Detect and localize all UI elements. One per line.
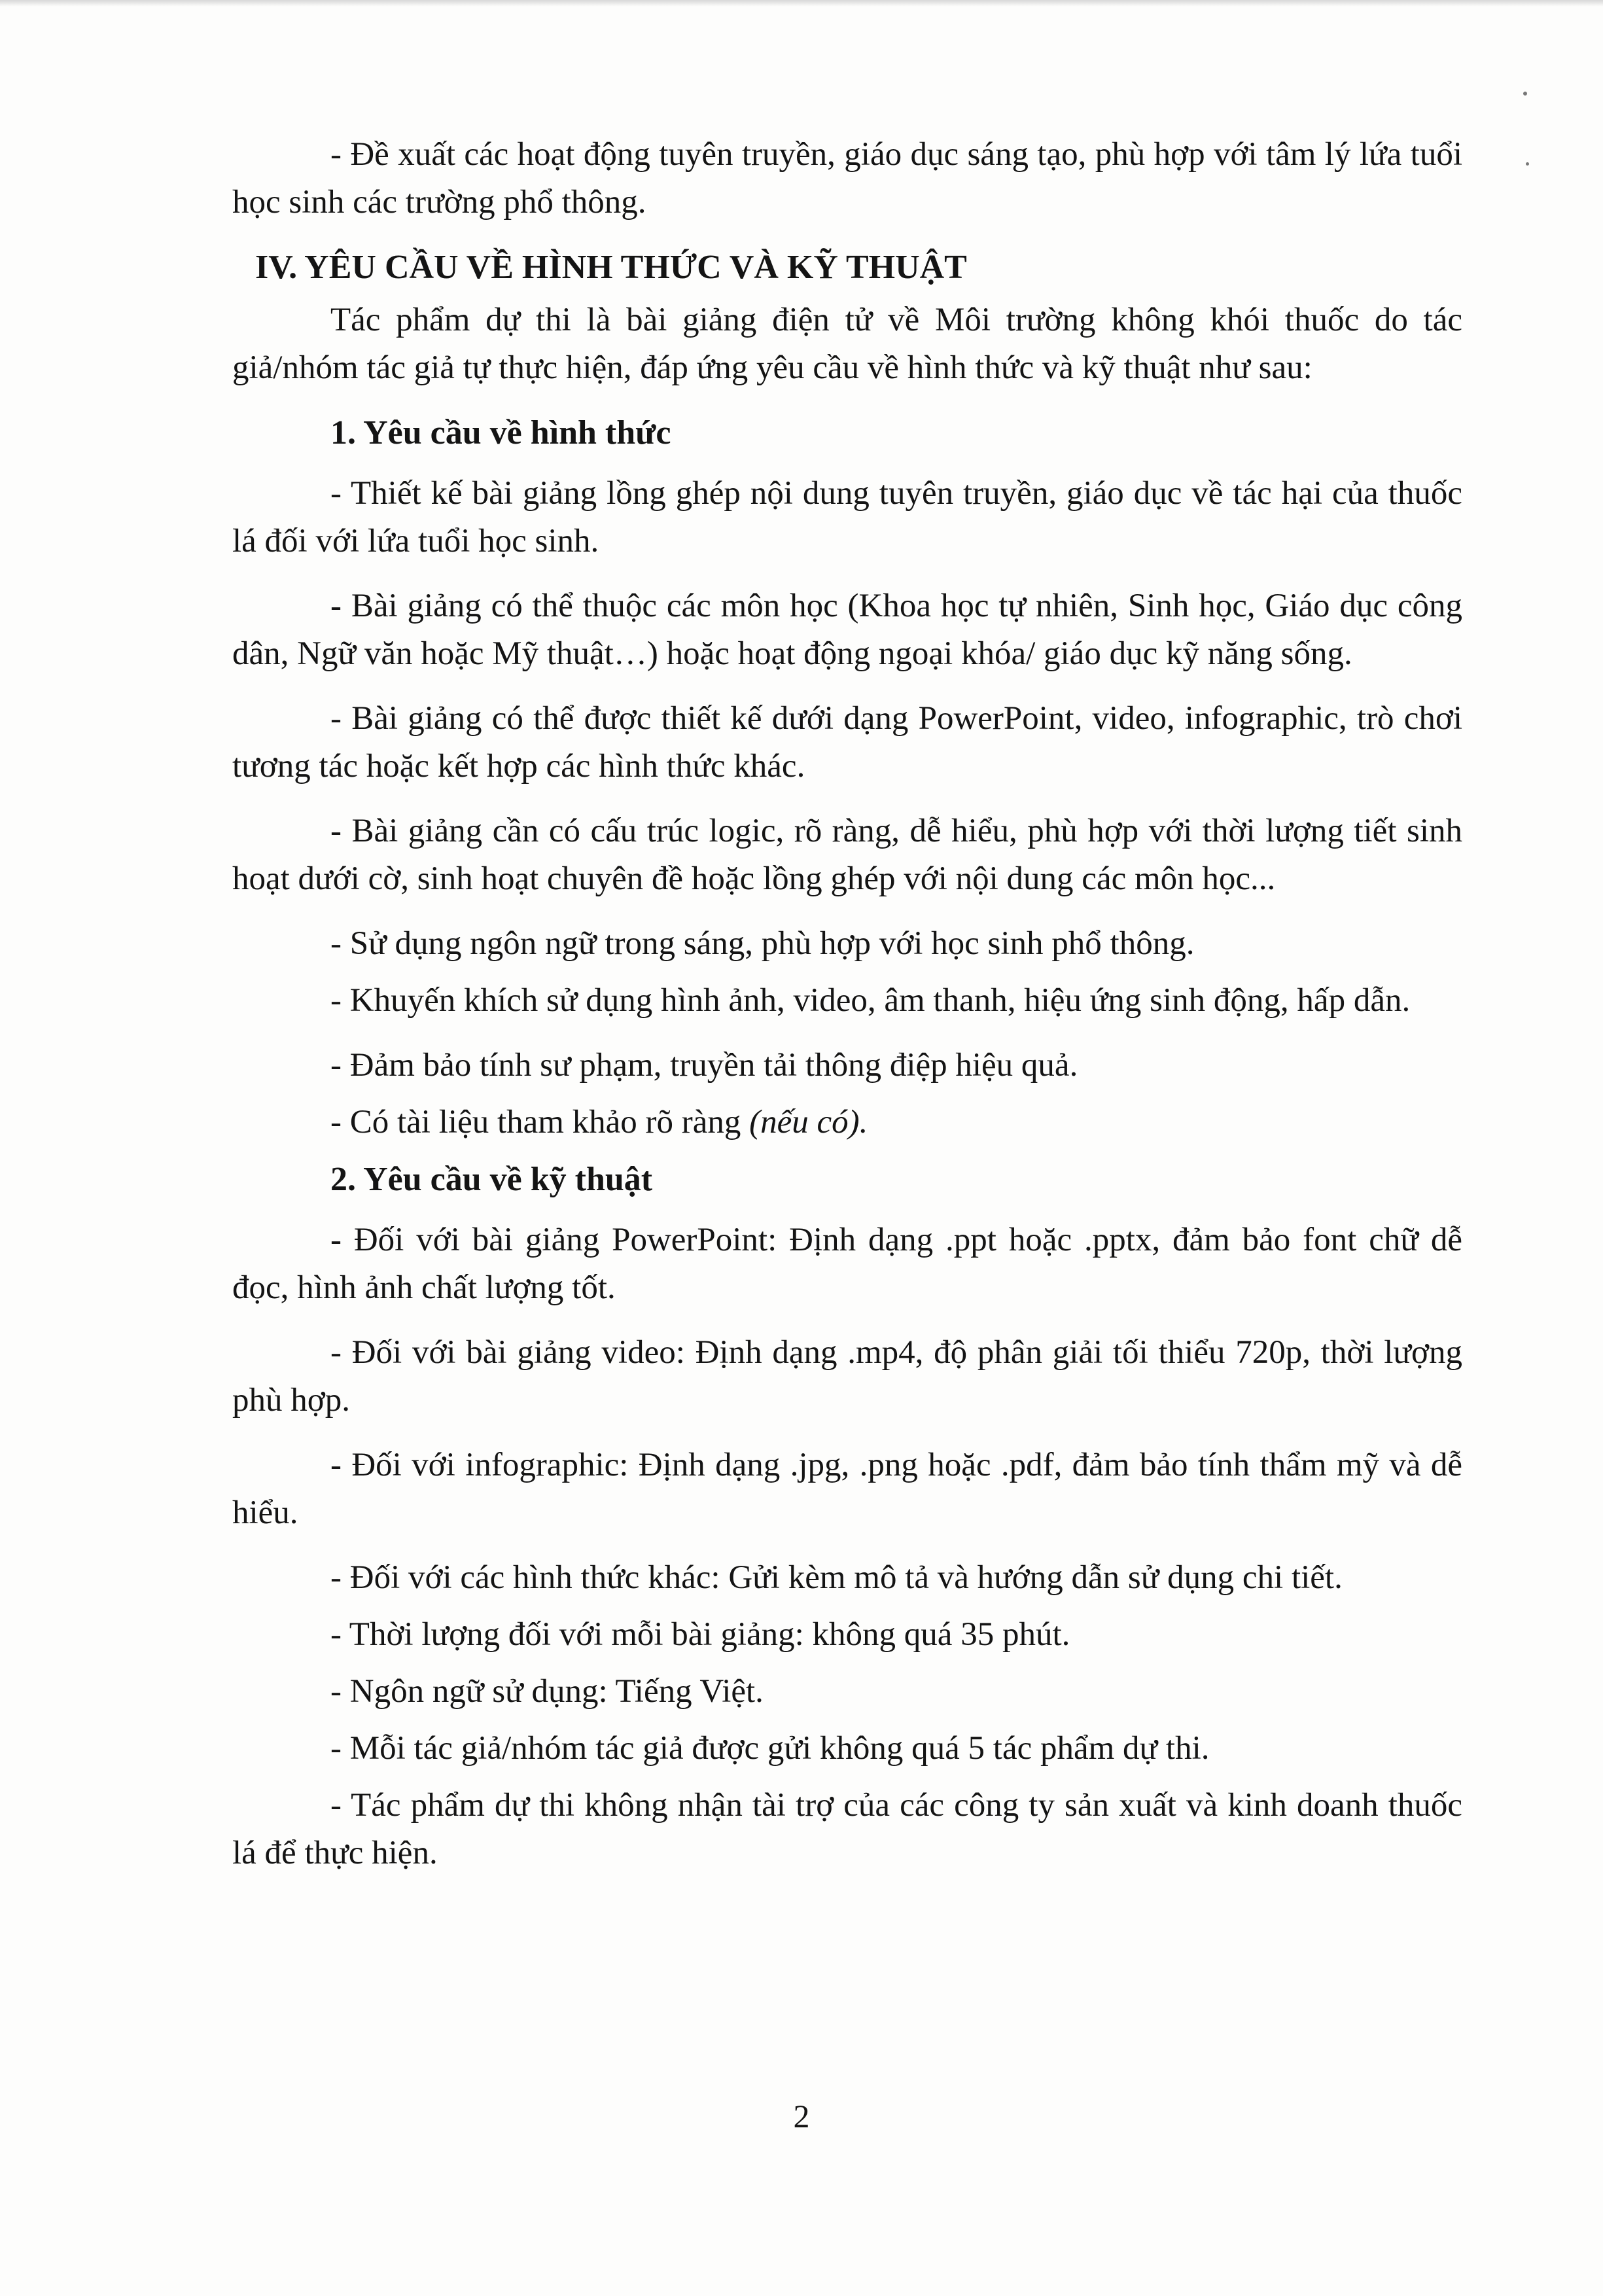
technical-item: - Tác phẩm dự thi không nhận tài trợ của các công ty sản xuất và kinh doanh thuốc lá để thực hiện.	[232, 1787, 1462, 1871]
references-note: (nếu có).	[749, 1104, 868, 1140]
form-requirements-heading: 1. Yêu cầu về hình thức	[330, 414, 671, 451]
technical-item: - Đối với bài giảng video: Định dạng .mp4, độ phân giải tối thiểu 720p, thời lượng phù hợp.	[232, 1334, 1462, 1419]
section-heading: IV. YÊU CẦU VỀ HÌNH THỨC VÀ KỸ THUẬT	[255, 249, 967, 286]
form-item: - Bài giảng có thể được thiết kế dưới dạng PowerPoint, video, infographic, trò chơi tương tác hoặc kết hợp các hình thức khác.	[232, 700, 1462, 785]
references-text: - Có tài liệu tham khảo rõ ràng	[330, 1104, 750, 1140]
form-item: - Bài giảng cần có cấu trúc logic, rõ ràng, dễ hiểu, phù hợp với thời lượng tiết sinh hoạt dưới cờ, sinh hoạt chuyên đề hoặc lồng ghép với nội dung các môn học...	[232, 813, 1462, 897]
form-item: - Sử dụng ngôn ngữ trong sáng, phù hợp với học sinh phổ thông.	[330, 925, 1195, 962]
form-item: - Khuyến khích sử dụng hình ảnh, video, âm thanh, hiệu ứng sinh động, hấp dẫn.	[330, 982, 1411, 1019]
technical-item: - Mỗi tác giả/nhóm tác giả được gửi không quá 5 tác phẩm dự thi.	[330, 1730, 1210, 1767]
document-body	[232, 131, 1462, 1894]
intro-bullet: - Đề xuất các hoạt động tuyên truyền, giáo dục sáng tạo, phù hợp với tâm lý lứa tuổi học sinh các trường phổ thông.	[232, 136, 1462, 221]
form-item: - Bài giảng có thể thuộc các môn học (Khoa học tự nhiên, Sinh học, Giáo dục công dân, Ngữ văn hoặc Mỹ thuật…) hoặc hoạt động ngoại khóa/ giáo dục kỹ năng sống.	[232, 588, 1462, 672]
technical-item: - Ngôn ngữ sử dụng: Tiếng Việt.	[330, 1673, 764, 1710]
section-intro: Tác phẩm dự thi là bài giảng điện tử về Môi trường không khói thuốc do tác giả/nhóm tác giả tự thực hiện, đáp ứng yêu cầu về hình thức và kỹ thuật như sau:	[232, 302, 1462, 386]
scan-speck	[1523, 92, 1527, 96]
page-number: 2	[793, 2098, 810, 2134]
technical-item: - Thời lượng đối với mỗi bài giảng: không quá 35 phút.	[330, 1616, 1070, 1653]
technical-item: - Đối với các hình thức khác: Gửi kèm mô tả và hướng dẫn sử dụng chi tiết.	[330, 1559, 1343, 1596]
scan-speck	[1526, 162, 1529, 166]
technical-requirements-heading: 2. Yêu cầu về kỹ thuật	[330, 1161, 653, 1198]
form-item: - Thiết kế bài giảng lồng ghép nội dung tuyên truyền, giáo dục về tác hại của thuốc lá đối với lứa tuổi học sinh.	[232, 475, 1462, 559]
scan-edge	[0, 0, 1603, 7]
form-item: - Đảm bảo tính sư phạm, truyền tải thông điệp hiệu quả.	[330, 1047, 1078, 1084]
form-item-references	[232, 1099, 1462, 1146]
technical-item: - Đối với infographic: Định dạng .jpg, .png hoặc .pdf, đảm bảo tính thẩm mỹ và dễ hiểu.	[232, 1447, 1462, 1531]
technical-item: - Đối với bài giảng PowerPoint: Định dạng .ppt hoặc .pptx, đảm bảo font chữ dễ đọc, hình ảnh chất lượng tốt.	[232, 1222, 1462, 1306]
